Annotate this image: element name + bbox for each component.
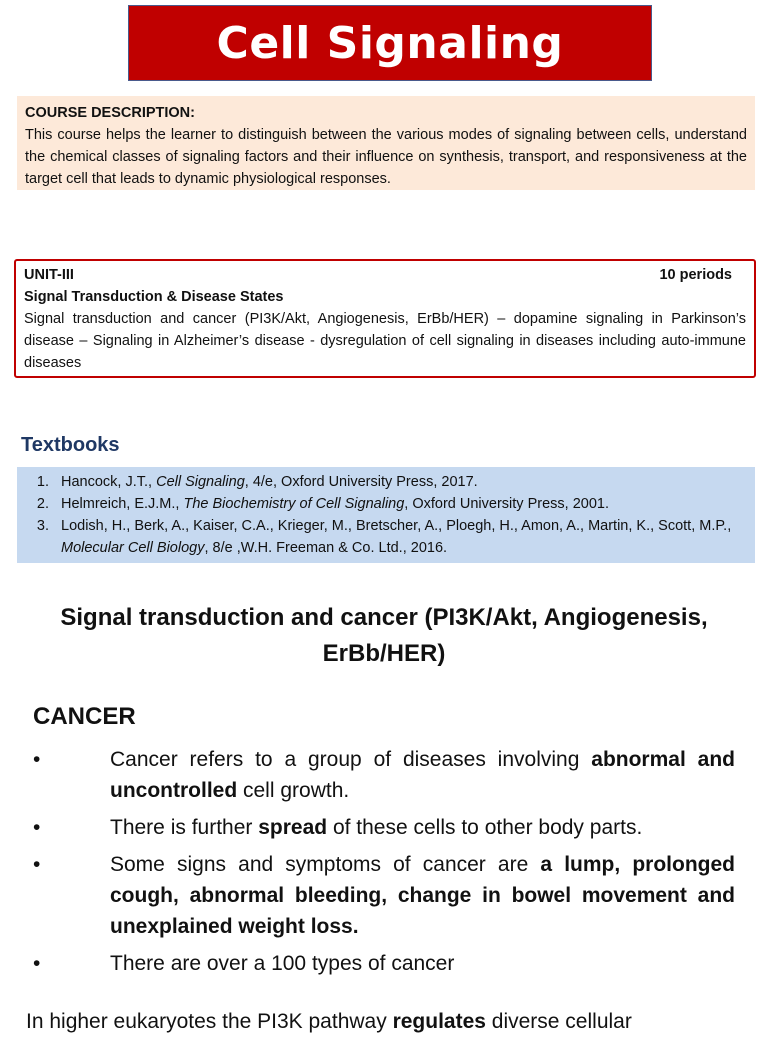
- unit-periods: 10 periods: [659, 267, 732, 283]
- bullet-icon: •: [33, 853, 41, 876]
- course-description-box: [17, 96, 755, 190]
- list-item: [33, 948, 735, 979]
- unit-text: Signal transduction and cancer (PI3K/Akt, Angiogenesis, ErBb/HER) – dopamine signaling in Parkinson’s disease – Signaling in Alzheimer’s disease - dysregulation of cell signaling in diseases including auto-immune diseases: [24, 311, 746, 371]
- textbook-title: Molecular Cell Biology: [61, 540, 205, 556]
- cancer-heading: CANCER: [33, 703, 136, 730]
- list-item: [33, 849, 735, 942]
- textbook-edition: , 4/e, Oxford University Press, 2017.: [244, 474, 478, 490]
- textbook-item: [53, 471, 747, 493]
- section-title: Signal transduction and cancer (PI3K/Akt, Angiogenesis, ErBb/HER): [60, 604, 708, 667]
- bullet-text: There is further spread of these cells to other body parts.: [110, 816, 643, 839]
- textbook-item: [53, 515, 747, 559]
- textbook-authors: Hancock, J.T.,: [61, 474, 157, 490]
- textbook-list: [25, 471, 747, 559]
- course-description-text: This course helps the learner to distinguish between the various modes of signaling between cells, understand the chemical classes of signaling factors and their influence on synthesis, transport, and responsiveness at the target cell that leads to dynamic physiological responses.: [25, 127, 747, 187]
- textbook-title: The Biochemistry of Cell Signaling: [183, 496, 405, 512]
- cancer-bullet-list: [33, 744, 735, 985]
- bullet-text: Some signs and symptoms of cancer are a lump, prolonged cough, abnormal bleeding, change in bowel movement and unexplained weight loss.: [110, 853, 735, 938]
- title-banner: [128, 5, 652, 81]
- bullet-icon: •: [33, 748, 41, 771]
- page-title: Cell Signaling: [216, 17, 564, 69]
- textbook-edition: , Oxford University Press, 2001.: [404, 496, 609, 512]
- unit-box: [14, 259, 756, 378]
- bullet-text: Cancer refers to a group of diseases involving abnormal and uncontrolled cell growth.: [110, 748, 735, 802]
- textbooks-box: [17, 467, 755, 563]
- textbook-authors: Lodish, H., Berk, A., Kaiser, C.A., Krieger, M., Bretscher, A., Ploegh, H., Amon, A., Martin, K., Scott, M.P.,: [61, 518, 732, 534]
- course-description-heading: COURSE DESCRIPTION:: [25, 105, 195, 121]
- textbook-title: Cell Signaling: [156, 474, 245, 490]
- bullet-text: There are over a 100 types of cancer: [110, 952, 455, 975]
- bullet-icon: •: [33, 816, 41, 839]
- textbook-authors: Helmreich, E.J.M.,: [61, 496, 184, 512]
- unit-label: UNIT-III: [24, 267, 74, 283]
- list-item: [33, 744, 735, 806]
- pi3k-paragraph: In higher eukaryotes the PI3K pathway regulates diverse cellular: [26, 1010, 632, 1033]
- list-item: [33, 812, 735, 843]
- textbook-item: [53, 493, 747, 515]
- unit-header: [24, 264, 746, 286]
- bullet-icon: •: [33, 952, 41, 975]
- textbook-edition: , 8/e ,W.H. Freeman & Co. Ltd., 2016.: [204, 540, 448, 556]
- textbooks-title: Textbooks: [21, 434, 120, 456]
- unit-subtitle: Signal Transduction & Disease States: [24, 289, 284, 305]
